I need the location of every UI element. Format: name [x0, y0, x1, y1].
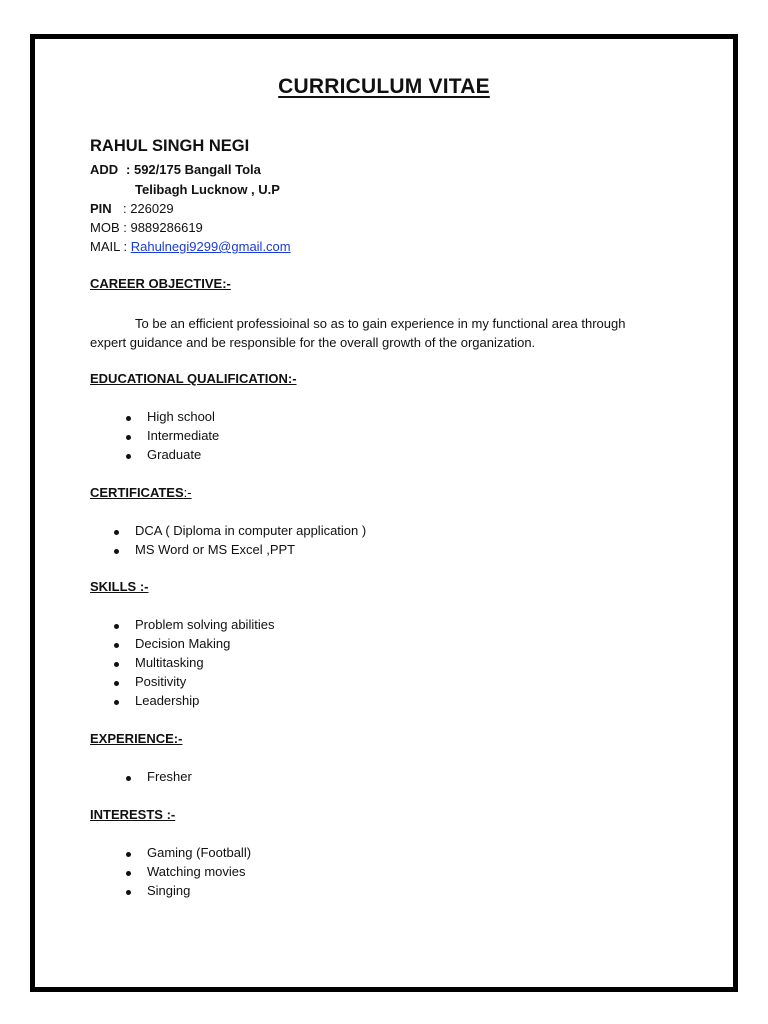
list-item: Singing: [147, 883, 191, 898]
mail-line: [90, 239, 291, 254]
email-link[interactable]: Rahulnegi9299@gmail.com: [130, 239, 291, 254]
list-item: Fresher: [147, 769, 192, 784]
address-line-1: [90, 162, 261, 177]
bullet-icon: [126, 776, 131, 781]
list-item: Watching movies: [147, 864, 246, 879]
mobile-label: MOB: [90, 220, 120, 235]
bullet-icon: [126, 416, 131, 421]
address-label: ADD: [90, 162, 119, 177]
interests-heading: INTERESTS :-: [90, 807, 176, 822]
education-heading: EDUCATIONAL QUALIFICATION:-: [90, 371, 297, 386]
list-item: Decision Making: [135, 636, 231, 651]
list-item: MS Word or MS Excel ,PPT: [135, 542, 296, 557]
skills-heading: SKILLS :-: [90, 579, 149, 594]
bullet-icon: [126, 435, 131, 440]
bullet-icon: [126, 871, 131, 876]
certificates-heading-suffix: :-: [183, 485, 192, 500]
document-title: CURRICULUM VITAE: [278, 75, 490, 98]
bullet-icon: [126, 454, 131, 459]
address-value-1: 592/175 Bangall Tola: [133, 162, 261, 177]
pin-value: : 226029: [123, 201, 174, 216]
career-objective-line-1: To be an efficient professioinal so as to gain experience in my functional area through: [135, 316, 626, 331]
address-separator: :: [126, 162, 131, 177]
list-item: Positivity: [135, 674, 187, 689]
bullet-icon: [114, 530, 119, 535]
applicant-name: RAHUL SINGH NEGI: [90, 137, 250, 155]
certificates-heading-text: CERTIFICATES: [90, 485, 184, 500]
page-border: [30, 34, 738, 992]
bullet-icon: [114, 549, 119, 554]
bullet-icon: [114, 662, 119, 667]
list-item: Intermediate: [147, 428, 220, 443]
mobile-line: [90, 220, 203, 235]
list-item: Multitasking: [135, 655, 204, 670]
experience-heading: EXPERIENCE:-: [90, 731, 183, 746]
career-objective-line-2: expert guidance and be responsible for the overall growth of the organization.: [90, 335, 536, 350]
bullet-icon: [126, 890, 131, 895]
mobile-value: : 9889286619: [123, 220, 203, 235]
address-value-2: Telibagh Lucknow , U.P: [135, 182, 280, 197]
mail-label: MAIL :: [90, 239, 128, 254]
bullet-icon: [114, 681, 119, 686]
pin-line: [90, 201, 174, 216]
list-item: Gaming (Football): [147, 845, 252, 860]
bullet-icon: [126, 852, 131, 857]
bullet-icon: [114, 624, 119, 629]
list-item: High school: [147, 409, 215, 424]
certificates-heading: [90, 485, 192, 500]
pin-label: PIN: [90, 201, 112, 216]
bullet-icon: [114, 700, 119, 705]
list-item: Graduate: [147, 447, 202, 462]
career-objective-heading: CAREER OBJECTIVE:-: [90, 276, 231, 291]
list-item: Problem solving abilities: [135, 617, 275, 632]
list-item: Leadership: [135, 693, 200, 708]
list-item: DCA ( Diploma in computer application ): [135, 523, 367, 538]
bullet-icon: [114, 643, 119, 648]
